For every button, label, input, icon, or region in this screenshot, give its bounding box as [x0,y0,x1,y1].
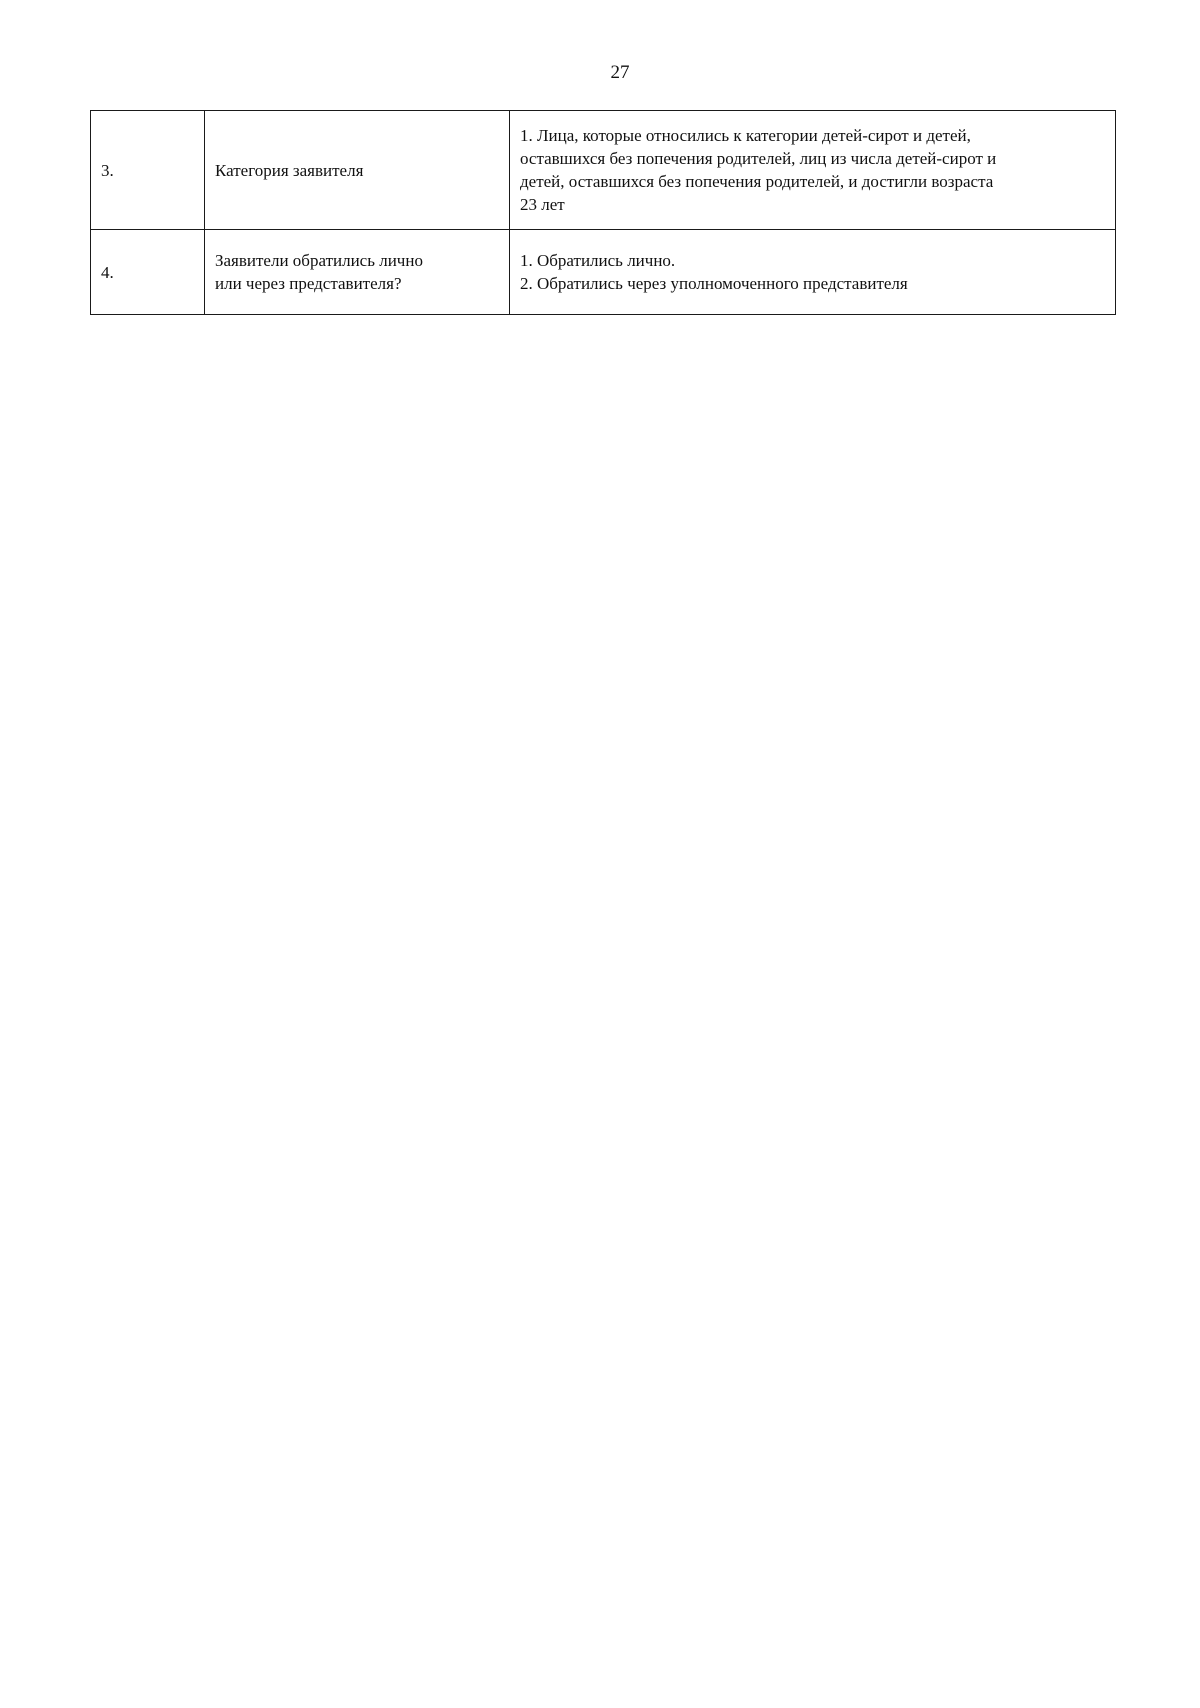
criterion-options [510,111,1116,230]
option-line: 1. Обратились лично. [520,251,676,270]
table-row [91,230,1116,315]
criteria-table [90,110,1116,315]
criterion-label-line: Категория заявителя [215,160,364,180]
option-line: детей, оставшихся без попечения родителей, и достигли возраста [520,172,994,191]
option-line: 23 лет [520,195,565,214]
criterion-options [510,230,1116,315]
row-number: 4. [91,230,205,315]
criterion-label [205,111,510,230]
option-line: 2. Обратились через уполномоченного представителя [520,274,908,293]
criterion-label-line: Заявители обратились лично [215,251,423,270]
table-row [91,111,1116,230]
page-number: 27 [610,62,630,83]
row-number: 3. [91,111,205,230]
option-line: оставшихся без попечения родителей, лиц из числа детей-сирот и [520,149,997,168]
criterion-label-line: или через представителя? [215,274,402,293]
criterion-label [205,230,510,315]
option-line: 1. Лица, которые относились к категории детей-сирот и детей, [520,126,971,145]
